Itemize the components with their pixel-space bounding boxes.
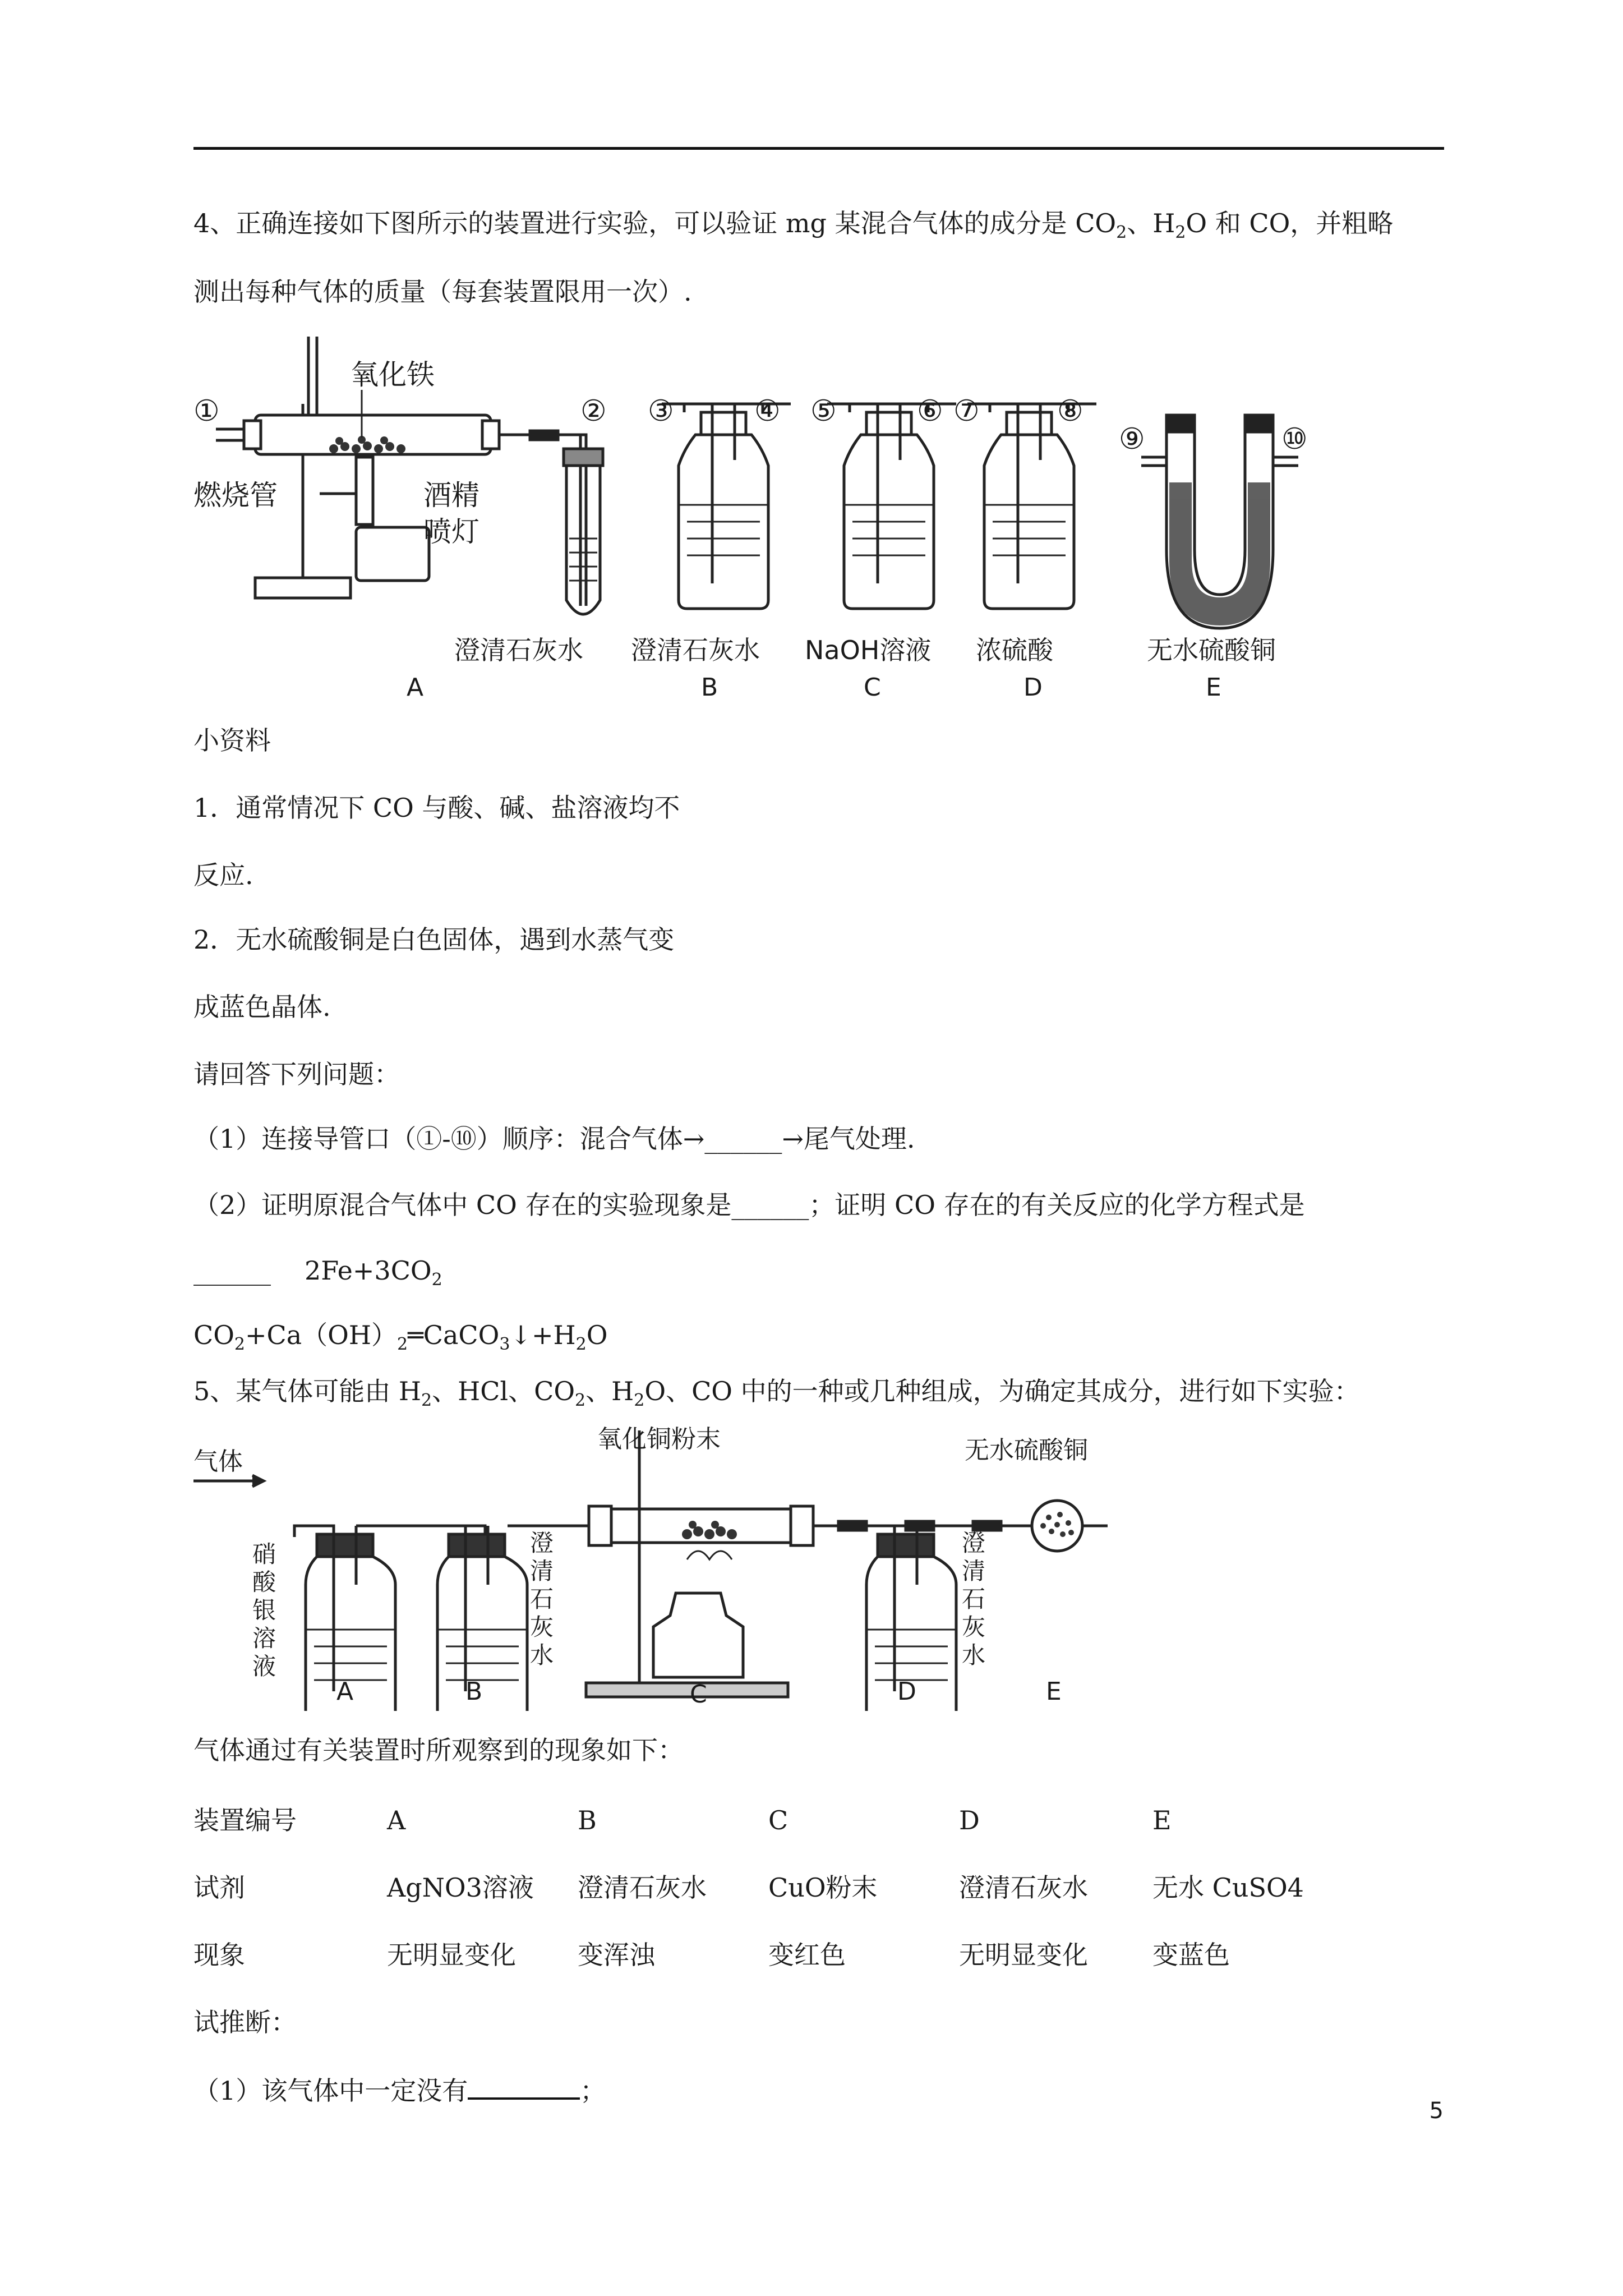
- device2-A-label: A: [336, 1677, 354, 1706]
- limewater-b-char-5: 水: [530, 1641, 554, 1669]
- limewater-d-char-5: 水: [962, 1641, 986, 1669]
- table-cell: AgNO3溶液: [387, 1872, 534, 1903]
- table-cell: 变蓝色: [1152, 1940, 1230, 1970]
- table-cell: B: [578, 1805, 597, 1835]
- device-E-label: E: [1206, 673, 1221, 701]
- device2-E-label: E: [1046, 1677, 1062, 1706]
- limewater-b-char-3: 石: [530, 1585, 554, 1613]
- table-cell: 装置编号: [193, 1805, 297, 1835]
- device2-C-label: C: [690, 1680, 707, 1709]
- reagent-limewater-b: 澄清石灰水: [631, 635, 760, 665]
- gas-label: 气体: [193, 1447, 243, 1476]
- burner-label-1: 酒精: [423, 479, 479, 512]
- limewater-d-char-1: 澄: [962, 1529, 986, 1557]
- q4-line1: 4、正确连接如下图所示的装置进行实验，可以验证 mg 某混合气体的成分是 $CO_2$、$H_2O$ 和 CO，并粗略: [193, 208, 1394, 243]
- cuso4-label: 无水硫酸铜: [965, 1436, 1088, 1465]
- port-8-label: ⑧: [1057, 394, 1083, 428]
- info-title: 小资料: [193, 725, 271, 756]
- port-9-label: ⑨: [1119, 422, 1145, 456]
- table-cell: 澄清石灰水: [578, 1872, 707, 1903]
- port-2-label: ②: [580, 394, 607, 428]
- agno3-char-3: 银: [252, 1596, 276, 1624]
- table-cell: 现象: [193, 1940, 245, 1970]
- port-10-label: ⑩: [1281, 422, 1308, 456]
- table-cell: C: [768, 1805, 789, 1835]
- agno3-char-5: 液: [252, 1653, 276, 1680]
- apparatus-figure-1: [193, 337, 1349, 701]
- table-cell: 无明显变化: [387, 1940, 516, 1970]
- port-3-label: ③: [648, 394, 674, 428]
- infer-q1: （1）该气体中一定没有 ；: [193, 2073, 606, 2108]
- agno3-char-1: 硝: [252, 1540, 276, 1568]
- table-cell: D: [959, 1805, 980, 1835]
- table-cell: 变浑浊: [578, 1940, 655, 1970]
- header-rule: [193, 147, 1444, 150]
- agno3-char-4: 溶: [252, 1625, 276, 1652]
- limewater-d-char-2: 清: [962, 1557, 986, 1585]
- limewater-d-char-4: 灰: [962, 1613, 986, 1641]
- burner-label-2: 喷灯: [423, 516, 479, 548]
- table-cell: 变红色: [768, 1940, 846, 1970]
- answer-q2: （2）证明原混合气体中 CO 存在的实验现象是______；证明 CO 存在的有关反应的化学方程式是: [193, 1190, 1305, 1220]
- answer-q1: （1）连接导管口（①-⑩）顺序：混合气体→______→尾气处理.: [193, 1124, 915, 1154]
- device-A-label: A: [407, 673, 424, 701]
- limewater-b-char-2: 清: [530, 1557, 554, 1585]
- table-cell: A: [387, 1805, 406, 1835]
- combustion-tube-label: 燃烧管: [193, 479, 278, 512]
- info-item-2a: 2．无水硫酸铜是白色固体，遇到水蒸气变: [193, 924, 675, 955]
- port-7-label: ⑦: [953, 394, 980, 428]
- reagent-cuso4: 无水硫酸铜: [1147, 635, 1276, 665]
- port-5-label: ⑤: [810, 394, 837, 428]
- answer-blank[interactable]: [468, 2073, 580, 2100]
- info-item-1b: 反应.: [193, 860, 253, 890]
- table-cell: E: [1152, 1805, 1172, 1835]
- port-6-label: ⑥: [917, 394, 943, 428]
- port-1-label: ①: [193, 394, 220, 428]
- answer-eq1-line: ______ $2Fe+3CO_2$: [193, 1255, 442, 1290]
- table-cell: CuO粉末: [768, 1872, 878, 1903]
- device-D-label: D: [1023, 673, 1043, 701]
- limewater-b-char-1: 澄: [530, 1529, 554, 1557]
- device2-B-label: B: [465, 1677, 483, 1706]
- page-number: 5: [1429, 2098, 1444, 2124]
- reagent-h2so4: 浓硫酸: [976, 635, 1053, 665]
- q5-line1: 5、某气体可能由 $H_2$、HCl、$CO_2$、$H_2O$、CO 中的一种或几种组成，为确定其成分，进行如下实验：: [193, 1376, 1360, 1411]
- table-cell: 澄清石灰水: [959, 1872, 1088, 1903]
- table-cell: 无水 CuSO4: [1152, 1872, 1304, 1903]
- answer-prompt: 请回答下列问题：: [193, 1059, 400, 1089]
- table-cell: 试剂: [193, 1872, 245, 1903]
- info-item-2b: 成蓝色晶体.: [193, 992, 331, 1022]
- info-item-1a: 1．通常情况下 CO 与酸、碱、盐溶液均不: [193, 793, 680, 823]
- limewater-d-char-3: 石: [962, 1585, 986, 1613]
- observation-intro: 气体通过有关装置时所观察到的现象如下：: [193, 1735, 684, 1765]
- q4-line2: 测出每种气体的质量（每套装置限用一次）.: [193, 277, 692, 307]
- device-C-label: C: [864, 673, 881, 701]
- answer-eq2-line: $CO_2+Ca(OH)_2═CaCO_3↓+H_2O$: [193, 1320, 608, 1355]
- port-4-label: ④: [754, 394, 781, 428]
- table-cell: 无明显变化: [959, 1940, 1088, 1970]
- device-B-label: B: [701, 673, 718, 701]
- reagent-naoh: NaOH溶液: [805, 635, 932, 665]
- device2-D-label: D: [897, 1677, 916, 1706]
- cuo-label: 氧化铜粉末: [597, 1425, 721, 1453]
- limewater-b-char-4: 灰: [530, 1613, 554, 1641]
- iron-oxide-label: 氧化铁: [351, 358, 435, 391]
- reagent-limewater-a: 澄清石灰水: [454, 635, 583, 665]
- agno3-char-2: 酸: [252, 1568, 276, 1596]
- apparatus-figure-2: [193, 1425, 1124, 1711]
- infer-title: 试推断：: [193, 2007, 297, 2037]
